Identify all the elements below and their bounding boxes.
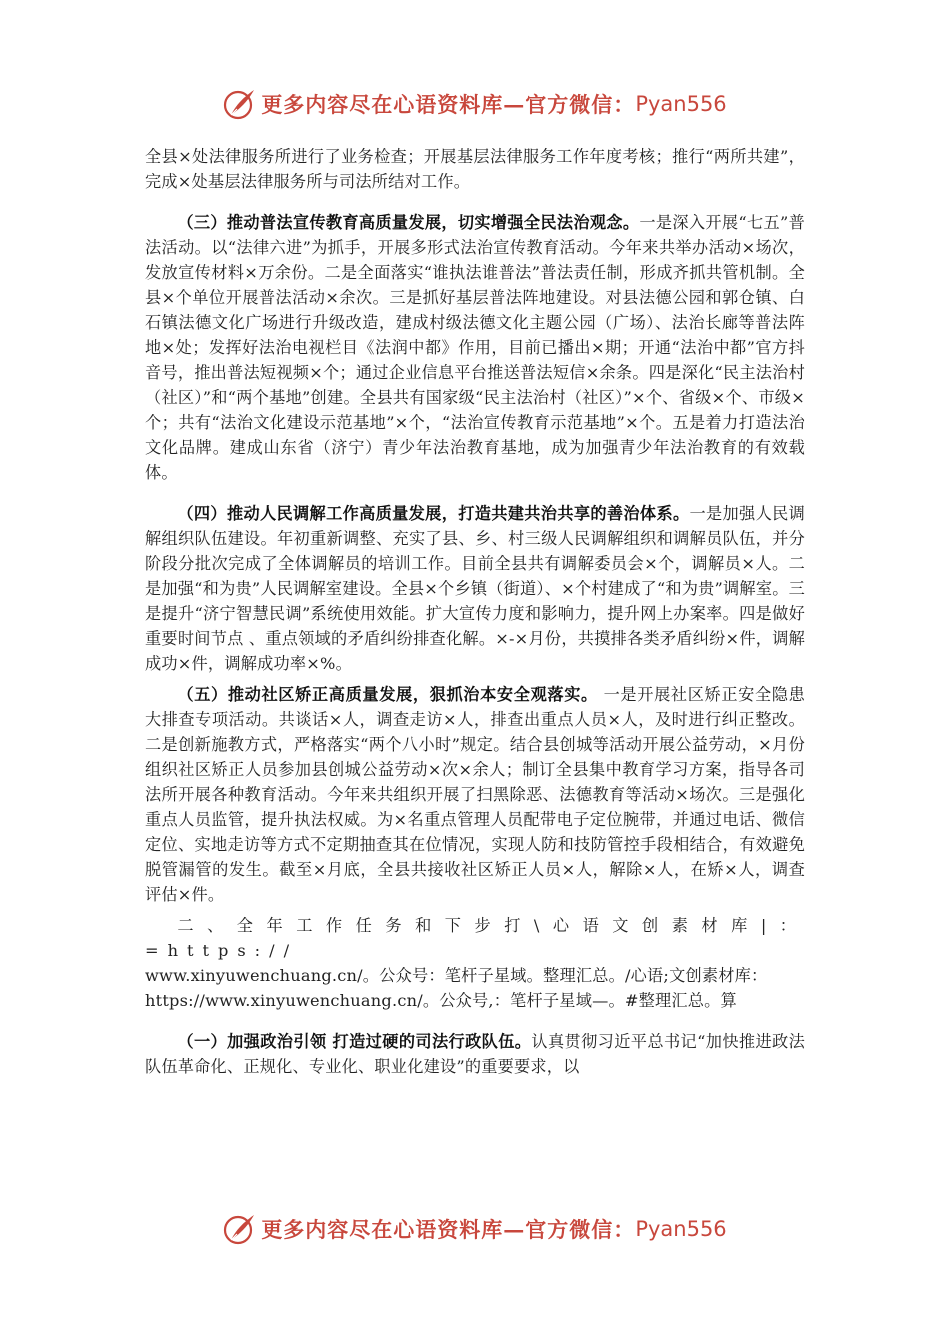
section-title-line: www.xinyuwenchuang.cn/。公众号：笔杆子星域。整理汇总。/心语;文创素材库：	[145, 966, 768, 985]
section-heading: （三）推动普法宣传教育高质量发展，切实增强全民法治观念。	[177, 213, 640, 232]
section-title-line: https://www.xinyuwenchuang.cn/。公众号,：笔杆子星域—。#整理汇总。算	[145, 991, 737, 1010]
watermark-footer	[0, 1209, 950, 1249]
paragraph-community-correction	[145, 682, 805, 907]
quill-logo-icon	[223, 1212, 257, 1246]
watermark-text: 更多内容尽在心语资料库—官方微信：	[261, 1217, 636, 1242]
paragraph-continuation: 全县×处法律服务所进行了业务检查；开展基层法律服务工作年度考核；推行“两所共建”，完成×处基层法律服务所与司法所结对工作。	[145, 147, 805, 191]
document-body	[145, 144, 805, 1079]
quill-logo-icon	[223, 87, 257, 121]
paragraph-text: 一是加强人民调解组织队伍建设。年初重新调整、充实了县、乡、村三级人民调解组织和调解员队伍，并分阶段分批次完成了全体调解员的培训工作。目前全县共有调解委员会×个，调解员×人。二是加强“和为贵”人民调解室建设。全县×个乡镇（街道）、×个村建成了“和为贵”调解室。三是提升“济宁智慧民调”系统使用效能。扩大宣传力度和影响力，提升网上办案率。四是做好重要时间节点 、重点领域的矛盾纠纷排查化解。×-×月份，共摸排各类矛盾纠纷×件，调解成功×件，调解成功率×%。	[145, 504, 806, 673]
paragraph-text: 认真贯彻习近平总书记“加快推进政法队伍革命化、正规化、专业化、职业化建设”的重要要求，以	[145, 1032, 805, 1076]
watermark-text: 更多内容尽在心语资料库—官方微信：	[261, 92, 636, 117]
watermark-wechat-id: Pyan556	[635, 92, 727, 116]
paragraph-mediation	[145, 501, 805, 676]
section-title-line: 二、全年工作任务和下步打\心语文创素材库|：=https://	[145, 916, 805, 960]
section-title-tasks	[145, 913, 805, 1013]
watermark-header	[0, 84, 950, 124]
section-heading: （一）加强政治引领 打造过硬的司法行政队伍。	[177, 1032, 532, 1051]
paragraph-political-leadership	[145, 1029, 805, 1079]
paragraph-legal-education	[145, 210, 805, 485]
watermark-wechat-id: Pyan556	[635, 1217, 727, 1241]
section-heading: （四）推动人民调解工作高质量发展，打造共建共治共享的善治体系。	[177, 504, 690, 523]
paragraph-text: 一是深入开展“七五”普法活动。以“法律六进”为抓手，开展多形式法治宣传教育活动。今年来共举办活动×场次，发放宣传材料×万余份。二是全面落实“谁执法谁普法”普法责任制，形成齐抓共管机制。全县×个单位开展普法活动×余次。三是抓好基层普法阵地建设。对县法德公园和郭仓镇、白石镇法德文化广场进行升级改造，建成村级法德文化主题公园（广场）、法治长廊等普法阵地×处；发挥好法治电视栏目《法润中都》作用，目前已播出×期；开通“法治中都”官方抖音号，推出普法短视频×个；通过企业信息平台推送普法短信×余条。四是深化“民主法治村（社区）”和“两个基地”创建。全县共有国家级“民主法治村（社区）”×个、省级×个、市级×个；共有“法治文化建设示范基地”×个，“法治宣传教育示范基地”×个。五是着力打造法治文化品牌。建成山东省（济宁）青少年法治教育基地，成为加强青少年法治教育的有效载体。	[145, 213, 805, 482]
paragraph-text: 一是开展社区矫正安全隐患大排查专项活动。共谈话×人，调查走访×人，排查出重点人员×人，及时进行纠正整改。二是创新施教方式，严格落实“两个八小时”规定。结合县创城等活动开展公益劳动，×月份组织社区矫正人员参加县创城公益劳动×次×余人；制订全县集中教育学习方案，指导各司法所开展各种教育活动。今年来共组织开展了扫黑除恶、法德教育等活动×场次。三是强化重点人员监管，提升执法权威。为×名重点管理人员配带电子定位腕带，并通过电话、微信定位、实地走访等方式不定期抽查其在位情况，实现人防和技防管控手段相结合，有效避免脱管漏管的发生。截至×月底，全县共接收社区矫正人员×人，解除×人，在矫×人，调查评估×件。	[145, 685, 806, 904]
section-heading: （五）推动社区矫正高质量发展，狠抓治本安全观落实。	[177, 685, 598, 704]
